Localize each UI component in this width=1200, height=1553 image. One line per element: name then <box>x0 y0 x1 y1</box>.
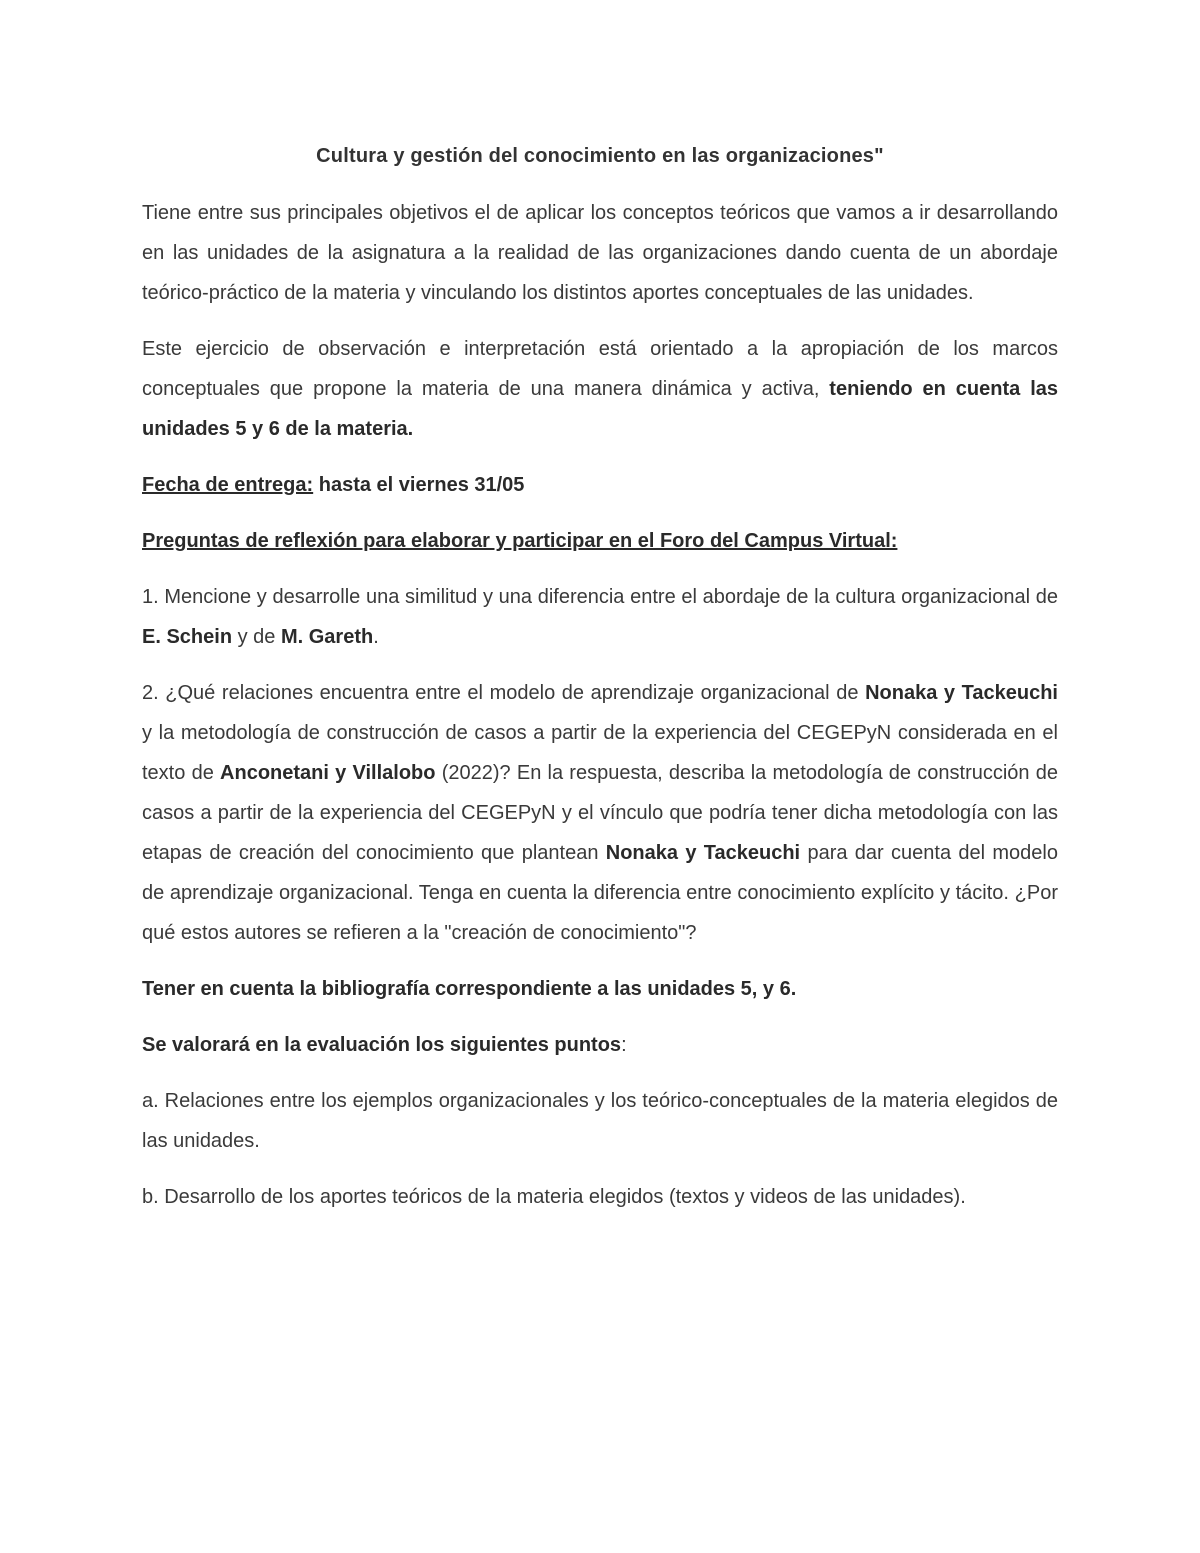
evaluation-heading-colon: : <box>621 1034 627 1056</box>
evaluation-item-a: a. Relaciones entre los ejemplos organizacionales y los teórico-conceptuales de la materia elegidos de las unidades. <box>142 1090 1058 1152</box>
q1-author-gareth: M. Gareth <box>280 626 374 648</box>
exercise-text: Este ejercicio de observación e interpretación está orientado a la apropiación de los marcos conceptuales que propone la materia de una manera dinámica y activa, <box>142 338 1058 400</box>
question-2 <box>142 673 1058 953</box>
evaluation-item-b: b. Desarrollo de los aportes teóricos de la materia elegidos (textos y videos de las unidades). <box>142 1186 966 1208</box>
q2-author-nonaka-2: Nonaka y Tackeuchi <box>605 842 801 864</box>
q2-text-c: y la metodología de construcción de casos a partir de la experiencia del CEGEPyN considerada en el texto de <box>142 722 1058 784</box>
due-date-label: Fecha de entrega: <box>142 474 314 496</box>
question-1 <box>142 577 1058 657</box>
exercise-bold-text: teniendo en cuenta las unidades 5 y 6 de la materia. <box>142 378 1058 440</box>
bibliography-text: Tener en cuenta la bibliografía correspondiente a las unidades 5, y 6. <box>142 978 797 1000</box>
q2-text-e: para dar cuenta del modelo de aprendizaje organizacional. Tenga en cuenta la diferencia entre conocimiento explícito y tácito. ¿Por qué estos autores se refieren a la "creación de conocimiento"? <box>142 842 1058 944</box>
intro-paragraph: Tiene entre sus principales objetivos el de aplicar los conceptos teóricos que vamos a ir desarrollando en las unidades de la asignatura a la realidad de las organizaciones dando cuenta de un abordaje teórico-práctico de la materia y vinculando los distintos aportes conceptuales de las unidades. <box>142 202 1058 304</box>
q2-author-nonaka: Nonaka y Tackeuchi <box>865 682 1058 704</box>
questions-heading-text: Preguntas de reflexión para elaborar y participar en el Foro del Campus Virtual: <box>142 530 898 552</box>
q2-author-anconetani: Anconetani y Villalobo <box>220 762 436 784</box>
document-body <box>142 140 1058 1233</box>
exercise-paragraph <box>142 329 1058 449</box>
document-title: Cultura y gestión del conocimiento en las organizaciones" <box>316 145 884 167</box>
due-date-value: hasta el viernes 31/05 <box>313 474 525 496</box>
due-date-line <box>142 465 1058 505</box>
questions-heading <box>142 521 1058 561</box>
q2-text-d: (2022)? En la respuesta, describa la metodología de construcción de casos a partir de la experiencia del CEGEPyN y el vínculo que podría tener dicha metodología con las etapas de creación del conocimiento que plantean <box>142 762 1058 864</box>
q2-text-a: 2. ¿Qué relaciones encuentra entre el modelo de aprendizaje organizacional de <box>142 682 866 704</box>
bibliography-note <box>142 969 1058 1009</box>
q1-text-d: . <box>373 626 379 648</box>
q1-text-a: 1. Mencione y desarrolle una similitud y una diferencia entre el abordaje de la cultura organizacional de <box>142 586 1058 608</box>
evaluation-heading-bold: Se valorará en la evaluación los siguientes puntos <box>142 1034 622 1056</box>
evaluation-heading <box>142 1025 1058 1065</box>
q1-text-c: y de <box>232 626 281 648</box>
q1-author-schein: E. Schein <box>142 626 233 648</box>
